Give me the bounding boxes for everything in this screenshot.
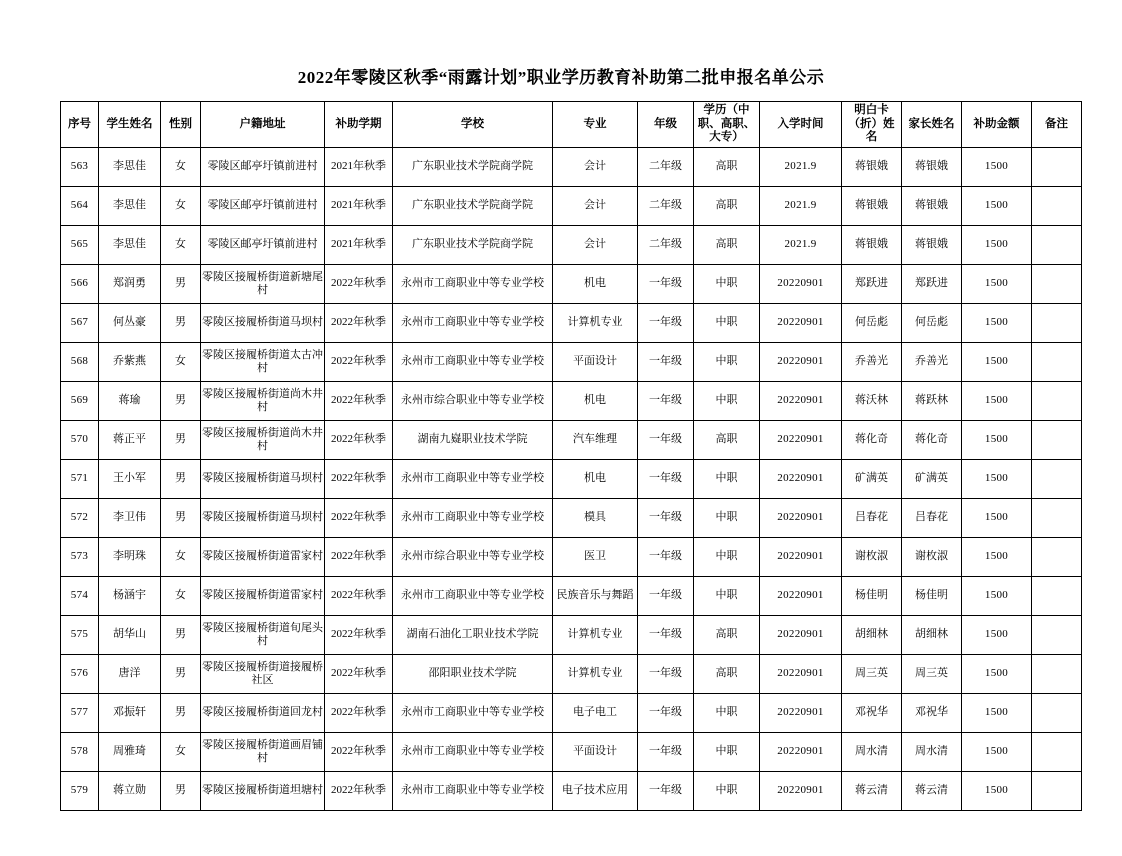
cell-school: 永州市工商职业中等专业学校 (393, 693, 553, 732)
cell-term: 2022年秋季 (325, 537, 393, 576)
cell-date: 20220901 (760, 498, 842, 537)
cell-remark (1032, 342, 1082, 381)
column-header-parent: 家长姓名 (902, 102, 962, 148)
cell-sex: 男 (161, 459, 201, 498)
cell-school: 邵阳职业技术学院 (393, 654, 553, 693)
cell-amount: 1500 (962, 498, 1032, 537)
cell-grade: 一年级 (638, 732, 694, 771)
table-row (61, 537, 1082, 576)
cell-level: 中职 (694, 771, 760, 810)
cell-major: 平面设计 (553, 342, 638, 381)
table-row (61, 732, 1082, 771)
cell-parent: 蒋化奇 (902, 420, 962, 459)
cell-amount: 1500 (962, 147, 1032, 186)
cell-level: 中职 (694, 381, 760, 420)
cell-term: 2022年秋季 (325, 459, 393, 498)
cell-remark (1032, 576, 1082, 615)
cell-grade: 一年级 (638, 654, 694, 693)
cell-parent: 邓祝华 (902, 693, 962, 732)
column-header-addr: 户籍地址 (201, 102, 325, 148)
cell-term: 2022年秋季 (325, 576, 393, 615)
cell-seq: 575 (61, 615, 99, 654)
cell-term: 2021年秋季 (325, 225, 393, 264)
cell-card: 蒋银娥 (842, 225, 902, 264)
cell-amount: 1500 (962, 225, 1032, 264)
column-header-remark: 备注 (1032, 102, 1082, 148)
cell-seq: 572 (61, 498, 99, 537)
table-row (61, 420, 1082, 459)
cell-card: 蒋化奇 (842, 420, 902, 459)
cell-sex: 女 (161, 732, 201, 771)
cell-grade: 一年级 (638, 576, 694, 615)
cell-school: 永州市工商职业中等专业学校 (393, 576, 553, 615)
cell-date: 20220901 (760, 771, 842, 810)
column-header-date: 入学时间 (760, 102, 842, 148)
cell-parent: 谢枚淑 (902, 537, 962, 576)
cell-name: 杨涵宇 (99, 576, 161, 615)
cell-grade: 一年级 (638, 498, 694, 537)
cell-amount: 1500 (962, 303, 1032, 342)
column-header-seq: 序号 (61, 102, 99, 148)
cell-addr: 零陵区接履桥街道马坝村 (201, 459, 325, 498)
cell-school: 永州市工商职业中等专业学校 (393, 264, 553, 303)
cell-school: 永州市工商职业中等专业学校 (393, 771, 553, 810)
cell-date: 20220901 (760, 576, 842, 615)
cell-school: 湖南九嶷职业技术学院 (393, 420, 553, 459)
cell-parent: 吕春花 (902, 498, 962, 537)
cell-remark (1032, 654, 1082, 693)
cell-major: 会计 (553, 186, 638, 225)
cell-parent: 郑跃进 (902, 264, 962, 303)
cell-term: 2022年秋季 (325, 498, 393, 537)
cell-name: 蒋正平 (99, 420, 161, 459)
cell-card: 乔善光 (842, 342, 902, 381)
cell-remark (1032, 225, 1082, 264)
cell-grade: 二年级 (638, 147, 694, 186)
cell-major: 计算机专业 (553, 615, 638, 654)
cell-name: 李思佳 (99, 147, 161, 186)
cell-remark (1032, 264, 1082, 303)
cell-term: 2022年秋季 (325, 732, 393, 771)
cell-major: 电子电工 (553, 693, 638, 732)
cell-seq: 579 (61, 771, 99, 810)
cell-parent: 何岳彪 (902, 303, 962, 342)
cell-card: 蒋云清 (842, 771, 902, 810)
cell-major: 电子技术应用 (553, 771, 638, 810)
cell-name: 唐洋 (99, 654, 161, 693)
cell-date: 2021.9 (760, 186, 842, 225)
cell-sex: 男 (161, 264, 201, 303)
cell-sex: 女 (161, 537, 201, 576)
cell-major: 模具 (553, 498, 638, 537)
cell-card: 杨佳明 (842, 576, 902, 615)
cell-term: 2022年秋季 (325, 342, 393, 381)
cell-major: 医卫 (553, 537, 638, 576)
table-row (61, 654, 1082, 693)
cell-school: 永州市工商职业中等专业学校 (393, 498, 553, 537)
cell-parent: 蒋云清 (902, 771, 962, 810)
cell-card: 周水清 (842, 732, 902, 771)
subsidy-roster-table (60, 101, 1082, 811)
cell-sex: 男 (161, 771, 201, 810)
cell-major: 计算机专业 (553, 303, 638, 342)
cell-school: 广东职业技术学院商学院 (393, 147, 553, 186)
cell-seq: 573 (61, 537, 99, 576)
cell-level: 中职 (694, 303, 760, 342)
cell-level: 高职 (694, 654, 760, 693)
cell-name: 李思佳 (99, 186, 161, 225)
cell-seq: 576 (61, 654, 99, 693)
cell-amount: 1500 (962, 381, 1032, 420)
page-title: 2022年零陵区秋季“雨露计划”职业学历教育补助第二批申报名单公示 (297, 68, 825, 87)
cell-date: 20220901 (760, 381, 842, 420)
cell-parent: 周水清 (902, 732, 962, 771)
cell-seq: 568 (61, 342, 99, 381)
cell-remark (1032, 381, 1082, 420)
cell-major: 机电 (553, 264, 638, 303)
cell-grade: 一年级 (638, 420, 694, 459)
cell-addr: 零陵区邮亭圩镇前进村 (201, 147, 325, 186)
cell-seq: 565 (61, 225, 99, 264)
cell-term: 2022年秋季 (325, 693, 393, 732)
table-header (61, 102, 1082, 148)
cell-level: 中职 (694, 459, 760, 498)
cell-addr: 零陵区接履桥街道回龙村 (201, 693, 325, 732)
cell-amount: 1500 (962, 576, 1032, 615)
cell-school: 湖南石油化工职业技术学院 (393, 615, 553, 654)
cell-seq: 574 (61, 576, 99, 615)
cell-parent: 乔善光 (902, 342, 962, 381)
cell-date: 20220901 (760, 420, 842, 459)
table-body (61, 147, 1082, 810)
table-row (61, 303, 1082, 342)
cell-term: 2022年秋季 (325, 615, 393, 654)
cell-level: 高职 (694, 225, 760, 264)
cell-major: 会计 (553, 225, 638, 264)
cell-name: 周雅琦 (99, 732, 161, 771)
column-header-amount: 补助金额 (962, 102, 1032, 148)
cell-card: 何岳彪 (842, 303, 902, 342)
cell-seq: 577 (61, 693, 99, 732)
cell-name: 何丛豪 (99, 303, 161, 342)
cell-term: 2022年秋季 (325, 303, 393, 342)
cell-addr: 零陵区接履桥街道坦塘村 (201, 771, 325, 810)
cell-grade: 一年级 (638, 537, 694, 576)
cell-card: 蒋沃林 (842, 381, 902, 420)
cell-remark (1032, 615, 1082, 654)
cell-addr: 零陵区接履桥街道尚木井村 (201, 420, 325, 459)
cell-parent: 蒋银娥 (902, 147, 962, 186)
cell-addr: 零陵区接履桥街道马坝村 (201, 498, 325, 537)
cell-amount: 1500 (962, 264, 1032, 303)
cell-remark (1032, 693, 1082, 732)
cell-level: 中职 (694, 498, 760, 537)
cell-card: 矿满英 (842, 459, 902, 498)
cell-date: 20220901 (760, 732, 842, 771)
cell-name: 乔紫燕 (99, 342, 161, 381)
cell-school: 广东职业技术学院商学院 (393, 186, 553, 225)
cell-sex: 男 (161, 654, 201, 693)
cell-card: 郑跃进 (842, 264, 902, 303)
cell-sex: 女 (161, 186, 201, 225)
cell-date: 20220901 (760, 459, 842, 498)
cell-level: 中职 (694, 732, 760, 771)
cell-grade: 一年级 (638, 693, 694, 732)
cell-major: 平面设计 (553, 732, 638, 771)
cell-remark (1032, 771, 1082, 810)
cell-date: 20220901 (760, 264, 842, 303)
cell-date: 20220901 (760, 693, 842, 732)
table-row (61, 381, 1082, 420)
cell-term: 2021年秋季 (325, 186, 393, 225)
cell-seq: 570 (61, 420, 99, 459)
cell-name: 王小军 (99, 459, 161, 498)
column-header-term: 补助学期 (325, 102, 393, 148)
cell-grade: 一年级 (638, 615, 694, 654)
cell-date: 20220901 (760, 537, 842, 576)
cell-grade: 一年级 (638, 342, 694, 381)
column-header-school: 学校 (393, 102, 553, 148)
cell-name: 郑润勇 (99, 264, 161, 303)
cell-level: 高职 (694, 147, 760, 186)
column-header-grade: 年级 (638, 102, 694, 148)
cell-term: 2022年秋季 (325, 264, 393, 303)
cell-seq: 569 (61, 381, 99, 420)
cell-name: 邓振轩 (99, 693, 161, 732)
cell-major: 机电 (553, 381, 638, 420)
table-row (61, 576, 1082, 615)
cell-grade: 一年级 (638, 459, 694, 498)
cell-card: 蒋银娥 (842, 147, 902, 186)
cell-addr: 零陵区接履桥街道雷家村 (201, 576, 325, 615)
cell-card: 邓祝华 (842, 693, 902, 732)
column-header-card: 明白卡（折）姓名 (842, 102, 902, 148)
cell-sex: 男 (161, 693, 201, 732)
cell-addr: 零陵区接履桥街道画眉铺村 (201, 732, 325, 771)
cell-remark (1032, 303, 1082, 342)
cell-sex: 男 (161, 615, 201, 654)
cell-sex: 女 (161, 576, 201, 615)
cell-name: 蒋立勋 (99, 771, 161, 810)
cell-amount: 1500 (962, 732, 1032, 771)
cell-addr: 零陵区接履桥街道尚木井村 (201, 381, 325, 420)
cell-school: 永州市工商职业中等专业学校 (393, 342, 553, 381)
cell-date: 2021.9 (760, 225, 842, 264)
column-header-sex: 性别 (161, 102, 201, 148)
cell-parent: 杨佳明 (902, 576, 962, 615)
cell-seq: 564 (61, 186, 99, 225)
table-row (61, 615, 1082, 654)
cell-school: 永州市综合职业中等专业学校 (393, 381, 553, 420)
cell-major: 机电 (553, 459, 638, 498)
cell-school: 永州市综合职业中等专业学校 (393, 537, 553, 576)
cell-remark (1032, 498, 1082, 537)
cell-seq: 563 (61, 147, 99, 186)
cell-school: 永州市工商职业中等专业学校 (393, 459, 553, 498)
cell-level: 中职 (694, 693, 760, 732)
cell-date: 20220901 (760, 303, 842, 342)
cell-parent: 周三英 (902, 654, 962, 693)
cell-parent: 蒋银娥 (902, 186, 962, 225)
cell-amount: 1500 (962, 420, 1032, 459)
cell-sex: 女 (161, 342, 201, 381)
cell-name: 李卫伟 (99, 498, 161, 537)
cell-amount: 1500 (962, 459, 1032, 498)
cell-amount: 1500 (962, 342, 1032, 381)
cell-school: 永州市工商职业中等专业学校 (393, 732, 553, 771)
cell-school: 广东职业技术学院商学院 (393, 225, 553, 264)
cell-level: 中职 (694, 576, 760, 615)
table-row (61, 264, 1082, 303)
table-row (61, 342, 1082, 381)
cell-card: 谢枚淑 (842, 537, 902, 576)
cell-name: 李明珠 (99, 537, 161, 576)
cell-parent: 蒋银娥 (902, 225, 962, 264)
cell-date: 20220901 (760, 615, 842, 654)
cell-seq: 567 (61, 303, 99, 342)
cell-remark (1032, 732, 1082, 771)
cell-grade: 一年级 (638, 771, 694, 810)
cell-sex: 男 (161, 381, 201, 420)
cell-amount: 1500 (962, 771, 1032, 810)
cell-amount: 1500 (962, 693, 1032, 732)
cell-sex: 男 (161, 420, 201, 459)
cell-addr: 零陵区接履桥街道雷家村 (201, 537, 325, 576)
cell-amount: 1500 (962, 537, 1032, 576)
column-header-level: 学历（中职、高职、大专） (694, 102, 760, 148)
cell-parent: 胡细林 (902, 615, 962, 654)
cell-remark (1032, 147, 1082, 186)
cell-seq: 578 (61, 732, 99, 771)
cell-card: 蒋银娥 (842, 186, 902, 225)
cell-name: 李思佳 (99, 225, 161, 264)
table-row (61, 225, 1082, 264)
cell-card: 吕春花 (842, 498, 902, 537)
cell-remark (1032, 459, 1082, 498)
cell-parent: 蒋跃林 (902, 381, 962, 420)
cell-amount: 1500 (962, 186, 1032, 225)
cell-parent: 矿满英 (902, 459, 962, 498)
cell-level: 高职 (694, 615, 760, 654)
cell-addr: 零陵区邮亭圩镇前进村 (201, 225, 325, 264)
cell-major: 民族音乐与舞蹈 (553, 576, 638, 615)
cell-level: 中职 (694, 537, 760, 576)
cell-term: 2021年秋季 (325, 147, 393, 186)
cell-addr: 零陵区邮亭圩镇前进村 (201, 186, 325, 225)
table-row (61, 498, 1082, 537)
cell-date: 20220901 (760, 342, 842, 381)
cell-addr: 零陵区接履桥街道接履桥社区 (201, 654, 325, 693)
cell-grade: 二年级 (638, 186, 694, 225)
cell-remark (1032, 186, 1082, 225)
cell-level: 中职 (694, 264, 760, 303)
cell-amount: 1500 (962, 654, 1032, 693)
cell-remark (1032, 420, 1082, 459)
table-row (61, 693, 1082, 732)
column-header-major: 专业 (553, 102, 638, 148)
cell-level: 高职 (694, 420, 760, 459)
table-row (61, 771, 1082, 810)
cell-term: 2022年秋季 (325, 420, 393, 459)
cell-major: 会计 (553, 147, 638, 186)
cell-grade: 一年级 (638, 264, 694, 303)
cell-seq: 571 (61, 459, 99, 498)
cell-amount: 1500 (962, 615, 1032, 654)
cell-card: 胡细林 (842, 615, 902, 654)
cell-grade: 一年级 (638, 303, 694, 342)
table-row (61, 459, 1082, 498)
cell-addr: 零陵区接履桥街道太古冲村 (201, 342, 325, 381)
cell-major: 计算机专业 (553, 654, 638, 693)
cell-date: 20220901 (760, 654, 842, 693)
cell-major: 汽车维理 (553, 420, 638, 459)
cell-card: 周三英 (842, 654, 902, 693)
cell-term: 2022年秋季 (325, 771, 393, 810)
cell-sex: 男 (161, 498, 201, 537)
cell-sex: 男 (161, 303, 201, 342)
cell-grade: 二年级 (638, 225, 694, 264)
table-row (61, 186, 1082, 225)
cell-remark (1032, 537, 1082, 576)
cell-name: 胡华山 (99, 615, 161, 654)
table-row (61, 147, 1082, 186)
cell-level: 高职 (694, 186, 760, 225)
document-page (0, 63, 1122, 856)
cell-grade: 一年级 (638, 381, 694, 420)
cell-school: 永州市工商职业中等专业学校 (393, 303, 553, 342)
cell-seq: 566 (61, 264, 99, 303)
cell-addr: 零陵区接履桥街道新塘尾村 (201, 264, 325, 303)
column-header-name: 学生姓名 (99, 102, 161, 148)
cell-addr: 零陵区接履桥街道马坝村 (201, 303, 325, 342)
cell-term: 2022年秋季 (325, 381, 393, 420)
cell-sex: 女 (161, 225, 201, 264)
table-header-row (61, 102, 1082, 148)
cell-addr: 零陵区接履桥街道旬尾头村 (201, 615, 325, 654)
cell-sex: 女 (161, 147, 201, 186)
cell-name: 蒋瑜 (99, 381, 161, 420)
cell-term: 2022年秋季 (325, 654, 393, 693)
cell-level: 中职 (694, 342, 760, 381)
cell-date: 2021.9 (760, 147, 842, 186)
